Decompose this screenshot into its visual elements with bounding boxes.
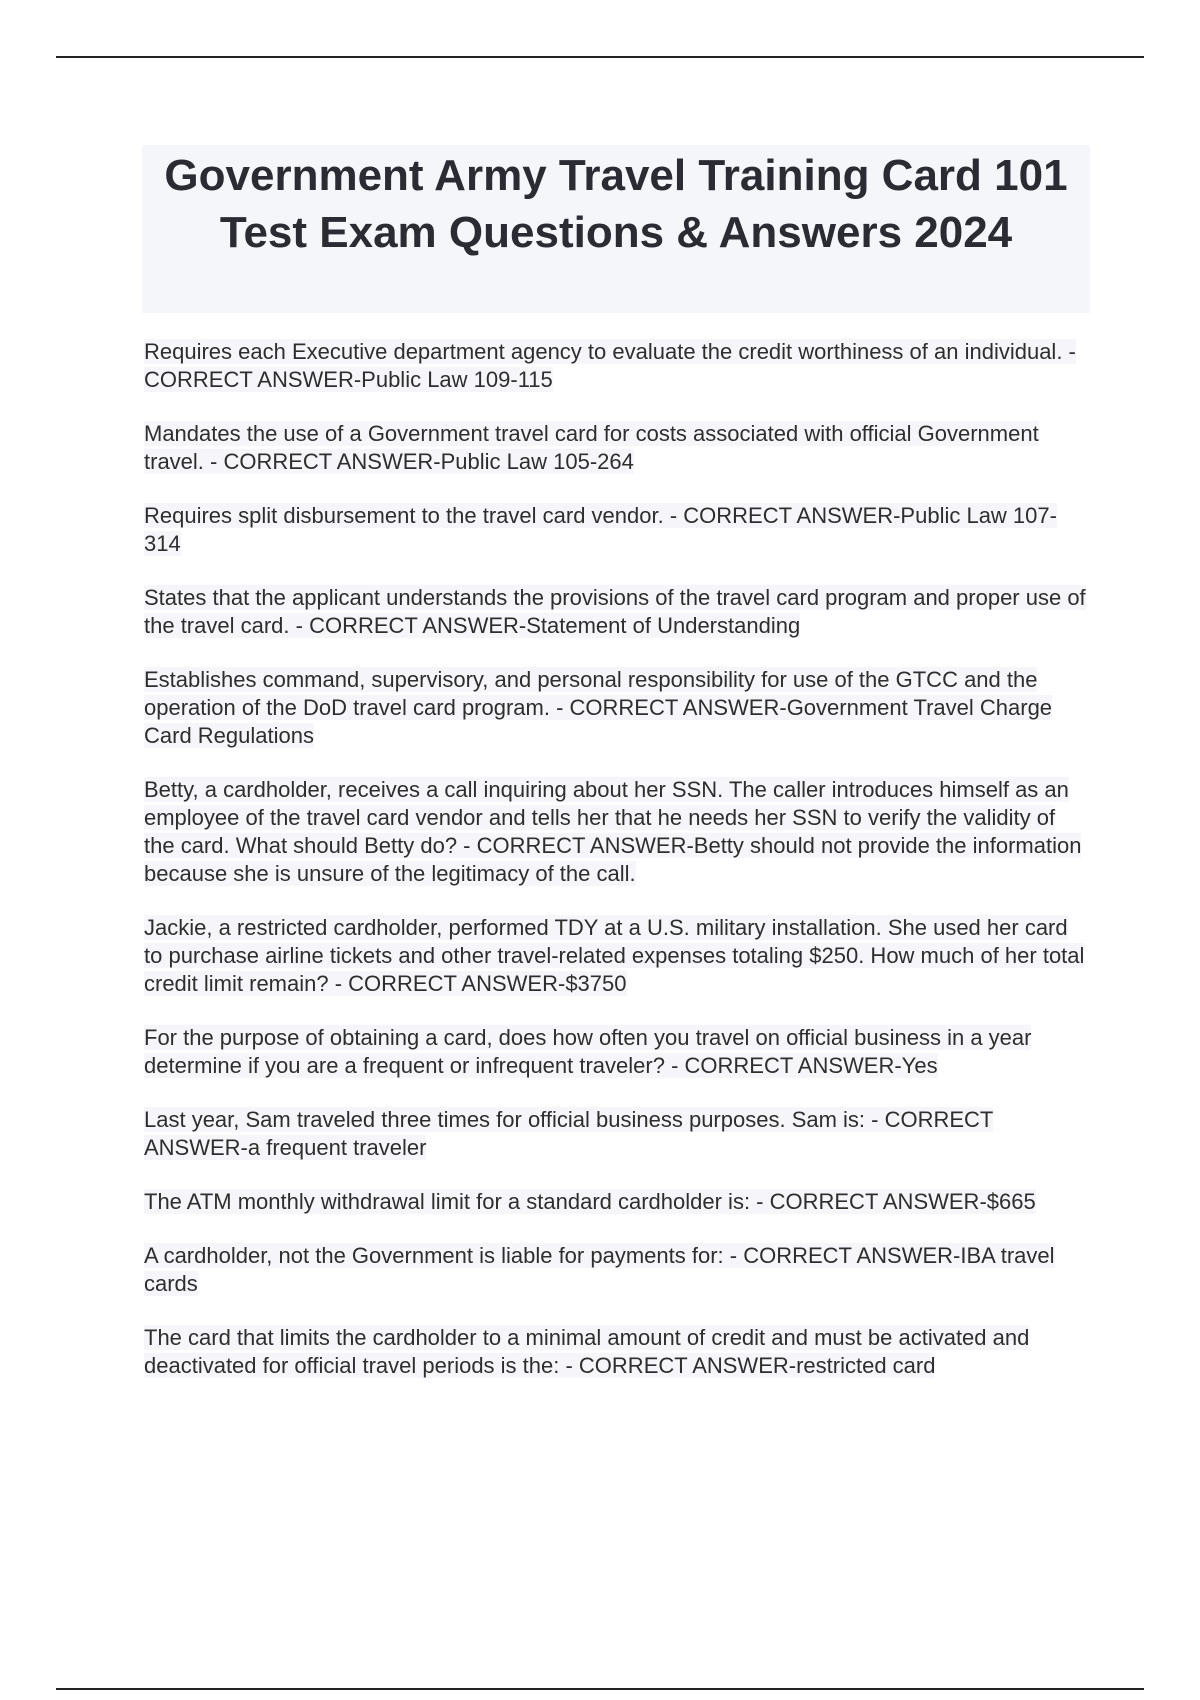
qa-text: States that the applicant understands the provisions of the travel card program and proper use of the travel card. - CORRECT ANSWER-Statement of Understanding xyxy=(144,585,1086,638)
qa-text: The ATM monthly withdrawal limit for a standard cardholder is: - CORRECT ANSWER-$665 xyxy=(144,1189,1036,1214)
document-title: Government Army Travel Training Card 101 Test Exam Questions & Answers 2024 xyxy=(164,151,1068,257)
qa-item xyxy=(144,1242,1090,1298)
qa-text: A cardholder, not the Government is liable for payments for: - CORRECT ANSWER-IBA travel cards xyxy=(144,1243,1055,1296)
qa-item xyxy=(144,1188,1090,1216)
qa-item xyxy=(144,584,1090,640)
qa-text: Betty, a cardholder, receives a call inquiring about her SSN. The caller introduces himself as an employee of the travel card vendor and tells her that he needs her SSN to verify the validity of the card. What should Betty do? - CORRECT ANSWER-Betty should not provide the information because she is unsure of the legitimacy of the call. xyxy=(144,777,1082,886)
title-banner xyxy=(142,145,1090,313)
qa-text: Requires each Executive department agency to evaluate the credit worthiness of an individual. - CORRECT ANSWER-Public Law 109-115 xyxy=(144,339,1076,392)
qa-text: Requires split disbursement to the travel card vendor. - CORRECT ANSWER-Public Law 107-314 xyxy=(144,503,1057,556)
qa-text: Last year, Sam traveled three times for official business purposes. Sam is: - CORRECT ANSWER-a frequent traveler xyxy=(144,1107,994,1160)
qa-item xyxy=(144,420,1090,476)
top-rule xyxy=(56,56,1144,58)
qa-item xyxy=(144,1106,1090,1162)
qa-text: For the purpose of obtaining a card, does how often you travel on official business in a year determine if you are a frequent or infrequent traveler? - CORRECT ANSWER-Yes xyxy=(144,1025,1032,1078)
bottom-rule xyxy=(56,1688,1144,1690)
qa-item xyxy=(144,1024,1090,1080)
qa-item xyxy=(144,338,1090,394)
qa-item xyxy=(144,502,1090,558)
qa-item xyxy=(144,1324,1090,1380)
qa-item xyxy=(144,776,1090,888)
qa-item xyxy=(144,666,1090,750)
qa-list xyxy=(144,338,1090,1406)
qa-text: Jackie, a restricted cardholder, performed TDY at a U.S. military installation. She used her card to purchase airline tickets and other travel-related expenses totaling $250. How much of her total credit limit remain? - CORRECT ANSWER-$3750 xyxy=(144,915,1085,996)
qa-text: The card that limits the cardholder to a minimal amount of credit and must be activated and deactivated for official travel periods is the: - CORRECT ANSWER-restricted card xyxy=(144,1325,1030,1378)
qa-item xyxy=(144,914,1090,998)
qa-text: Establishes command, supervisory, and personal responsibility for use of the GTCC and the operation of the DoD travel card program. - CORRECT ANSWER-Government Travel Charge Card Regulations xyxy=(144,667,1053,748)
qa-text: Mandates the use of a Government travel card for costs associated with official Government travel. - CORRECT ANSWER-Public Law 105-264 xyxy=(144,421,1039,474)
